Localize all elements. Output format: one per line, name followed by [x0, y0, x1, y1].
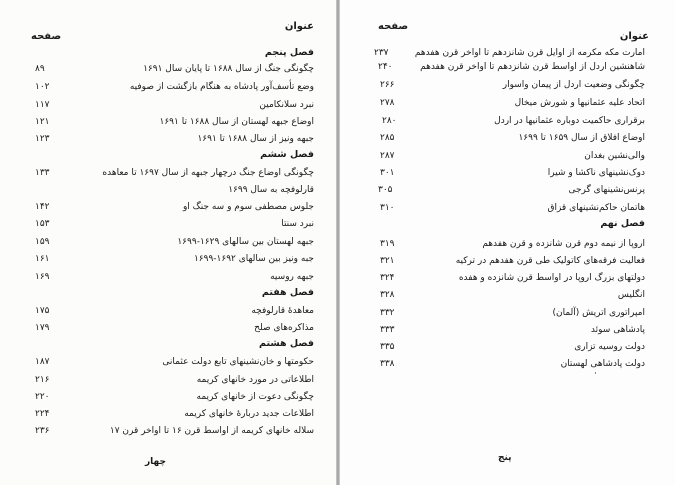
toc-section-heading: فصل نهم — [600, 218, 645, 229]
toc-entry-title: شاهنشین اردل از اواسط قرن شانزدهم تا اواخر قرن هفدهم — [420, 62, 645, 72]
toc-entry-title: چگونگی جنگ از سال ۱۶۸۸ تا پایان سال ۱۶۹۱ — [143, 64, 314, 74]
toc-entry-page: ۲۸۵ — [380, 133, 395, 143]
toc-entry[interactable] — [0, 80, 336, 94]
right-page-folio: پنج — [498, 453, 512, 463]
toc-entry-continuation — [0, 183, 336, 197]
toc-entry[interactable] — [0, 270, 336, 284]
stray-mark-icon: · — [594, 369, 597, 379]
toc-entry-page: ۱۸۷ — [35, 357, 50, 367]
left-header-page: صفحه — [31, 31, 62, 42]
toc-entry-page: ۳۲۱ — [380, 256, 395, 266]
toc-entry[interactable] — [0, 390, 336, 404]
toc-entry-title: برقراری حاکمیت دوباره عثمانیها در اردل — [494, 116, 645, 126]
toc-entry-title: جبهه ونیز از سال ۱۶۸۸ تا ۱۶۹۱ — [197, 134, 314, 144]
toc-entry-page: ۳۰۵ — [378, 185, 393, 195]
toc-entry-page: ۱۳۳ — [35, 168, 50, 178]
toc-entry-page: ۱۷۵ — [35, 306, 50, 316]
toc-entry[interactable] — [340, 237, 675, 251]
toc-entry-title: اوضاع جبهه لهستان از سال ۱۶۸۸ تا ۱۶۹۱ — [159, 117, 314, 127]
toc-entry-title: حکومتها و خان‌نشینهای تابع دولت عثمانی — [162, 357, 314, 367]
toc-entry-page: ۱۲۳ — [35, 134, 50, 144]
toc-entry-title: دولت پادشاهی لهستان — [560, 359, 645, 369]
toc-entry[interactable] — [340, 183, 675, 197]
toc-entry-page: ۲۷۸ — [380, 98, 395, 108]
toc-entry-title: جبهه لهستان بین سالهای ۱۶۲۹-۱۶۹۹ — [177, 237, 314, 247]
toc-entry-page: ۳۲۸ — [380, 290, 395, 300]
toc-section-heading: فصل هشتم — [259, 338, 314, 349]
toc-entry[interactable] — [0, 373, 336, 387]
toc-entry-page: ۳۳۵ — [380, 342, 395, 352]
toc-entry-title: اطلاعات جدید دربارهٔ خانهای کریمه — [184, 409, 314, 419]
right-page — [340, 0, 675, 485]
toc-entry[interactable] — [0, 98, 336, 112]
toc-entry-title: دولتهای بزرگ اروپا در اواسط قرن شانزده و هفده — [458, 273, 645, 283]
toc-entry-page: ۲۲۴ — [35, 409, 50, 419]
toc-entry[interactable] — [0, 355, 336, 369]
toc-entry-title: قارلوفچه به سال ۱۶۹۹ — [228, 185, 314, 195]
toc-entry-title: نبرد سلانکامین — [259, 100, 314, 110]
toc-entry-page: ۲۲۰ — [35, 392, 50, 402]
toc-entry-page: ۱۴۲ — [35, 202, 50, 212]
toc-entry-page: ۲۸۷ — [380, 151, 395, 161]
toc-entry-page: ۳۳۸ — [380, 359, 395, 369]
toc-entry-title: جبه ونیز بین سالهای ۱۶۹۲-۱۶۹۹ — [193, 254, 314, 264]
toc-entry[interactable] — [340, 46, 675, 60]
toc-entry-page: ۱۵۳ — [35, 219, 50, 229]
toc-entry[interactable] — [0, 424, 336, 438]
toc-entry-page: ۸۹ — [35, 64, 45, 74]
toc-entry-title: والی‌نشین بغدان — [584, 151, 645, 161]
toc-entry[interactable] — [340, 201, 675, 215]
toc-entry-title: امارت مکه مکرمه از اوایل قرن شانزدهم تا اواخر قرن هفدهم — [414, 48, 645, 58]
toc-entry-title: مذاکره‌های صلح — [254, 323, 314, 333]
toc-entry[interactable] — [340, 306, 675, 320]
toc-entry-title: اطلاعاتی در مورد خانهای کریمه — [196, 375, 314, 385]
toc-entry-title: نبرد سنتا — [281, 219, 314, 229]
toc-entry[interactable] — [0, 62, 336, 76]
toc-entry-page: ۱۶۱ — [35, 254, 50, 264]
toc-entry-title: سلاله خانهای کریمه از اواسط قرن ۱۶ تا اواخر قرن ۱۷ — [109, 426, 314, 436]
toc-entry-page: ۳۰۱ — [380, 168, 395, 178]
left-header-title: عنوان — [284, 21, 314, 32]
toc-entry-page: ۲۸۰ — [382, 116, 397, 126]
toc-entry[interactable] — [340, 323, 675, 337]
toc-entry[interactable] — [340, 78, 675, 92]
toc-entry[interactable] — [0, 252, 336, 266]
toc-entry[interactable] — [340, 96, 675, 110]
toc-entry-title: معاهدهٔ قارلوفچه — [251, 306, 314, 316]
toc-entry-page: ۳۱۰ — [380, 203, 395, 213]
toc-entry-title: دولت روسیه تزاری — [574, 342, 645, 352]
toc-entry-page: ۱۵۹ — [35, 237, 50, 247]
toc-entry-title: اتحاد علیه عثمانیها و شورش میخال — [514, 98, 645, 108]
toc-entry[interactable] — [340, 254, 675, 268]
toc-entry-title: جبهه روسیه — [270, 272, 314, 282]
toc-entry[interactable] — [0, 166, 336, 180]
toc-entry-title: پرنس‌نشینهای گرجی — [568, 185, 645, 195]
toc-entry[interactable] — [0, 321, 336, 335]
toc-entry-page: ۳۲۴ — [380, 273, 395, 283]
toc-entry-title: وضع تأسف‌آور پادشاه به هنگام بازگشت از صوفیه — [129, 82, 314, 92]
right-header-title: عنوان — [619, 31, 649, 42]
toc-entry[interactable] — [0, 115, 336, 129]
toc-entry[interactable] — [340, 288, 675, 302]
toc-entry-page: ۳۳۲ — [380, 308, 395, 318]
toc-entry-page: ۱۰۲ — [35, 82, 50, 92]
toc-entry-page: ۱۱۷ — [35, 100, 50, 110]
toc-entry[interactable] — [0, 235, 336, 249]
toc-entry-page: ۱۷۹ — [35, 323, 50, 333]
toc-entry-title: چگونگی وضعیت اردل از پیمان واسوار — [502, 80, 645, 90]
toc-entry-page: ۳۳۳ — [380, 325, 395, 335]
left-page — [0, 0, 336, 485]
right-header-page: صفحه — [378, 21, 409, 32]
toc-entry[interactable] — [340, 340, 675, 354]
toc-entry[interactable] — [340, 271, 675, 285]
toc-entry[interactable] — [0, 217, 336, 231]
toc-entry-title: چگونگی دعوت از خانهای کریمه — [196, 392, 314, 402]
toc-entry[interactable] — [340, 166, 675, 180]
toc-entry-page: ۲۳۶ — [35, 426, 50, 436]
toc-entry[interactable] — [0, 407, 336, 421]
toc-entry-page: ۲۱۶ — [35, 375, 50, 385]
toc-entry-title: هاتمان حاکم‌نشینهای قزاق — [547, 203, 645, 213]
toc-entry-page: ۲۴۰ — [378, 62, 393, 72]
toc-entry-page: ۱۲۱ — [35, 117, 50, 127]
toc-entry-title: اروپا از نیمه دوم قرن شانزده و قرن هفدهم — [482, 239, 645, 249]
toc-entry[interactable] — [0, 132, 336, 146]
toc-entry-title: دوک‌نشینهای ناکشا و شیرا — [547, 168, 645, 178]
toc-entry-page: ۲۶۶ — [380, 80, 395, 90]
toc-section-heading: فصل هفتم — [261, 287, 314, 298]
toc-section-heading: فصل پنجم — [264, 47, 314, 58]
toc-entry[interactable] — [340, 131, 675, 145]
toc-entry-title: چگونگی اوضاع جنگ درچهار جبهه از سال ۱۶۹۷ تا معاهده — [102, 168, 314, 178]
toc-section-heading: فصل ششم — [260, 149, 314, 160]
toc-entry-title: امپراتوری اتریش (آلمان) — [552, 308, 645, 318]
toc-entry-title: فعالیت فرقه‌های کاتولیک طی قرن هفدهم در ترکیه — [455, 256, 645, 266]
toc-entry[interactable] — [0, 200, 336, 214]
toc-entry[interactable] — [340, 149, 675, 163]
toc-entry-page: ۳۱۹ — [380, 239, 395, 249]
toc-entry-page: ۲۳۷ — [374, 48, 389, 58]
toc-entry-title: پادشاهی سوئد — [590, 325, 645, 335]
toc-entry[interactable] — [340, 114, 675, 128]
toc-entry-title: اوضاع افلاق از سال ۱۶۵۹ تا ۱۶۹۹ — [518, 133, 645, 143]
toc-entry[interactable] — [340, 357, 675, 371]
toc-entry-title: انگلیس — [617, 290, 645, 300]
toc-entry-title: جلوس مصطفی سوم و سه جنگ او — [182, 202, 314, 212]
toc-entry[interactable] — [340, 60, 675, 74]
toc-entry[interactable] — [0, 304, 336, 318]
toc-entry-page: ۱۶۹ — [35, 272, 50, 282]
left-page-folio: چهار — [145, 457, 166, 467]
